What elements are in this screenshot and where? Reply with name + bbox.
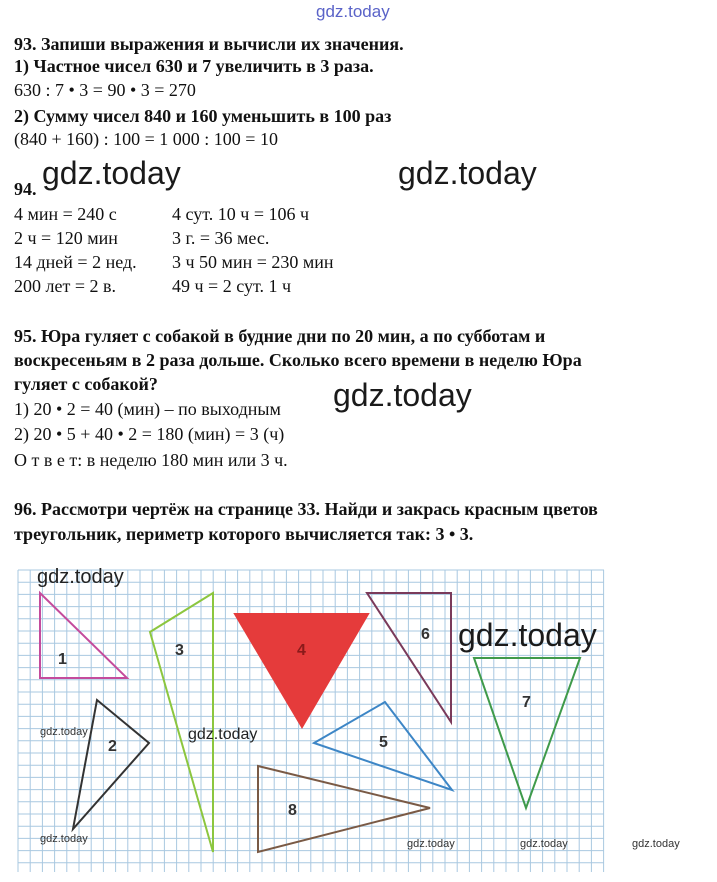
triangle-label-4: 4: [297, 642, 306, 659]
task95-step2: 2) 20 • 5 + 40 • 2 = 180 (мин) = 3 (ч): [14, 424, 285, 444]
watermark-small-5: gdz.today: [520, 838, 568, 850]
triangle-6: [367, 593, 451, 722]
task94-col2-row3: 3 ч 50 мин = 230 мин: [172, 252, 334, 272]
watermark-big-4: gdz.today: [458, 617, 597, 653]
watermark-small-4: gdz.today: [407, 838, 455, 850]
task93-title: 93. Запиши выражения и вычисли их значения.: [14, 34, 404, 54]
watermark-small-3: gdz.today: [40, 833, 88, 845]
task94-col1-row3: 14 дней = 2 нед.: [14, 252, 137, 272]
triangle-label-6: 6: [421, 626, 430, 643]
triangle-label-2: 2: [108, 738, 117, 755]
triangle-4: [235, 614, 368, 727]
task94-col1-row2: 2 ч = 120 мин: [14, 228, 118, 248]
task96-line2: треугольник, периметр которого вычисляется так: 3 • 3.: [14, 524, 474, 544]
triangle-8: [258, 766, 430, 852]
watermark-top: gdz.today: [316, 2, 390, 21]
watermark-grid-1: gdz.today: [37, 566, 124, 588]
task95-line1: 95. Юра гуляет с собакой в будние дни по 20 мин, а по субботам и: [14, 326, 546, 346]
watermark-small-1: gdz.today: [40, 726, 88, 738]
task93-calc2: (840 + 160) : 100 = 1 000 : 100 = 10: [14, 129, 278, 149]
triangle-label-5: 5: [379, 734, 388, 751]
task94-col2-row2: 3 г. = 36 мес.: [172, 228, 270, 248]
task94-col2-row4: 49 ч = 2 сут. 1 ч: [172, 276, 292, 296]
triangle-7: [474, 658, 580, 808]
task94-col1-row1: 4 мин = 240 с: [14, 204, 117, 224]
watermark-big-3: gdz.today: [333, 377, 472, 413]
task93-calc1: 630 : 7 • 3 = 90 • 3 = 270: [14, 80, 196, 100]
watermark-big-1: gdz.today: [42, 155, 181, 191]
task93-part2: 2) Сумму чисел 840 и 160 уменьшить в 100 раз: [14, 106, 392, 126]
triangle-1: [40, 593, 127, 678]
task95-step1: 1) 20 • 2 = 40 (мин) – по выходным: [14, 399, 281, 419]
triangle-label-1: 1: [58, 651, 67, 668]
task94-col2-row1: 4 сут. 10 ч = 106 ч: [172, 204, 310, 224]
triangle-label-7: 7: [522, 694, 531, 711]
task95-line2: воскресеньям в 2 раза дольше. Сколько всего времени в неделю Юра: [14, 350, 582, 370]
watermark-small-6: gdz.today: [632, 838, 680, 850]
triangle-2: [73, 700, 149, 829]
triangle-3: [150, 593, 213, 852]
triangle-label-8: 8: [288, 802, 297, 819]
task96-line1: 96. Рассмотри чертёж на странице 33. Найди и закрась красным цветов: [14, 499, 598, 519]
task93-part1: 1) Частное чисел 630 и 7 увеличить в 3 раза.: [14, 56, 374, 76]
task94-col1-row4: 200 лет = 2 в.: [14, 276, 116, 296]
watermark-big-2: gdz.today: [398, 155, 537, 191]
task95-answer: О т в е т: в неделю 180 мин или 3 ч.: [14, 450, 288, 470]
task95-line3: гуляет с собакой?: [14, 374, 158, 394]
watermark-small-2: gdz.today: [188, 726, 258, 743]
triangle-label-3: 3: [175, 642, 184, 659]
task94-number: 94.: [14, 179, 37, 199]
